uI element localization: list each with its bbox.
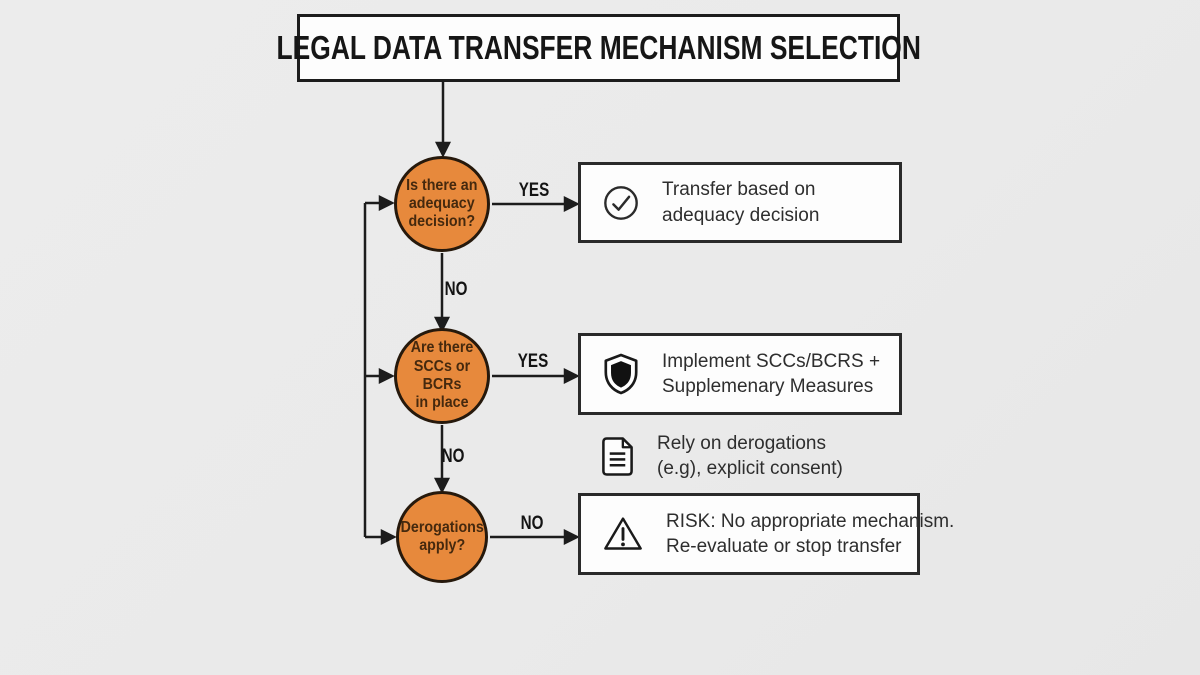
outcome-sccs-bcrs	[578, 333, 902, 415]
title-box	[276, 14, 921, 82]
edge-label-derogations-no: NO	[520, 513, 544, 534]
edge-label-adequacy-no: NO	[444, 279, 468, 300]
document-icon	[600, 436, 635, 477]
decision-derogations	[396, 491, 488, 583]
outcome-risk	[578, 493, 955, 575]
page-title: LEGAL DATA TRANSFER MECHANISM SELECTION	[276, 29, 921, 66]
warning-icon	[602, 515, 644, 553]
decision-adequacy	[394, 156, 490, 252]
outcome-risk-text: RISK: No appropriate mechanism. Re-evaluate or stop transfer	[666, 510, 955, 557]
decision-adequacy-label: Is there an adequacy decision?	[406, 176, 478, 231]
edge-label-sccs-no: NO	[441, 446, 465, 467]
decision-sccs-bcrs-label: Are there SCCs or BCRs in place	[410, 339, 474, 412]
decision-sccs-bcrs	[394, 328, 490, 424]
note-derogations-text: Rely on derogations (e.g), explicit consent)	[657, 432, 843, 479]
shield-icon	[602, 353, 640, 395]
edge-label-sccs-yes: YES	[517, 351, 549, 372]
note-derogations	[579, 428, 909, 484]
outcome-adequacy-transfer-text: Transfer based on adequacy decision	[662, 179, 820, 226]
outcome-adequacy-transfer	[578, 162, 902, 243]
outcome-sccs-bcrs-text: Implement SCCs/BCRS + Supplemenary Measures	[662, 350, 881, 397]
edge-label-adequacy-yes: YES	[518, 180, 550, 201]
decision-derogations-label: Derogations apply?	[400, 518, 484, 554]
check-circle-icon	[602, 184, 640, 222]
